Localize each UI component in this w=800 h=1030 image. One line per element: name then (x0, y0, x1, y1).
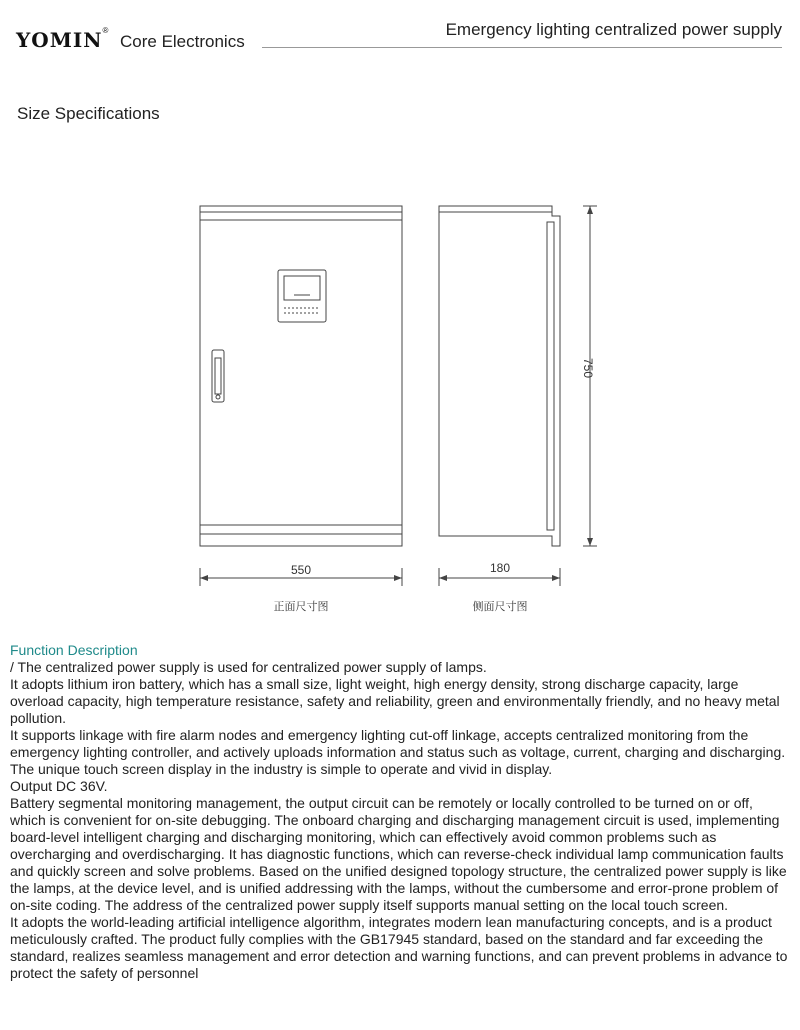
page-title: Emergency lighting centralized power supply (445, 20, 782, 39)
header-divider (262, 47, 782, 48)
side-view (439, 206, 560, 546)
description-paragraph: / The centralized power supply is used for centralized power supply of lamps. (10, 659, 487, 675)
description-paragraph: It supports linkage with fire alarm nodes and emergency lighting cut-off linkage, accepts centralized monitoring from the emergency lighting controller, and actively uploads information and status such as voltage, current, charging and discharging. (10, 727, 786, 760)
front-view-caption: 正面尺寸图 (273, 600, 329, 613)
section-title: Size Specifications (17, 104, 160, 123)
description-paragraph: It adopts lithium iron battery, which has a small size, light weight, high energy density, strong discharge capacity, large overload capacity, high temperature resistance, safety and reliability, green and environmentally friendly, and no heavy metal pollution. (10, 676, 780, 726)
door-handle (212, 350, 224, 402)
description-paragraph: Output DC 36V. (10, 778, 108, 794)
description-paragraph: The unique touch screen display in the industry is simple to operate and vivid in display. (10, 761, 553, 777)
height-label: 750 (581, 357, 595, 379)
front-view (200, 206, 402, 546)
cabinet-dimension-drawing (180, 190, 620, 630)
page-header (0, 0, 800, 60)
front-width-label: 550 (290, 563, 312, 577)
touch-screen-panel (278, 270, 326, 322)
brand-logo: YOMIN® (16, 26, 110, 52)
side-view-caption: 侧面尺寸图 (472, 600, 528, 613)
description-paragraph: Battery segmental monitoring management, the output circuit can be remotely or locally controlled to be turned on or off, which is convenient for on-site debugging. The onboard charging and discharging management circuit is used, implementing board-level intelligent charging and discharging monitoring, which can effectively avoid common problems such as overcharging and overdischarging. It has diagnostic functions, which can reverse-check individual lamp communication faults and quickly screen and solve problems. Based on the unified designed topology structure, the centralized power supply is like the lamps, at the device level, and is unified addressing with the lamps, without the cumbersome and error-prone problem of on-site coding. The address of the centralized power supply itself supports manual setting on the local touch screen. (10, 795, 787, 913)
function-description-title: Function Description (10, 642, 138, 658)
side-width-label: 180 (489, 561, 511, 575)
brand-name: Core Electronics (120, 32, 245, 51)
function-description (10, 642, 792, 982)
description-paragraph: It adopts the world-leading artificial intelligence algorithm, integrates modern lean manufacturing concepts, and is a product meticulously crafted. The product fully complies with the GB17945 standard, based on the standard and far exceeding the standard, realizes seamless management and error detection and warning functions, and can prevent problems in advance to protect the safety of personnel (10, 914, 788, 981)
